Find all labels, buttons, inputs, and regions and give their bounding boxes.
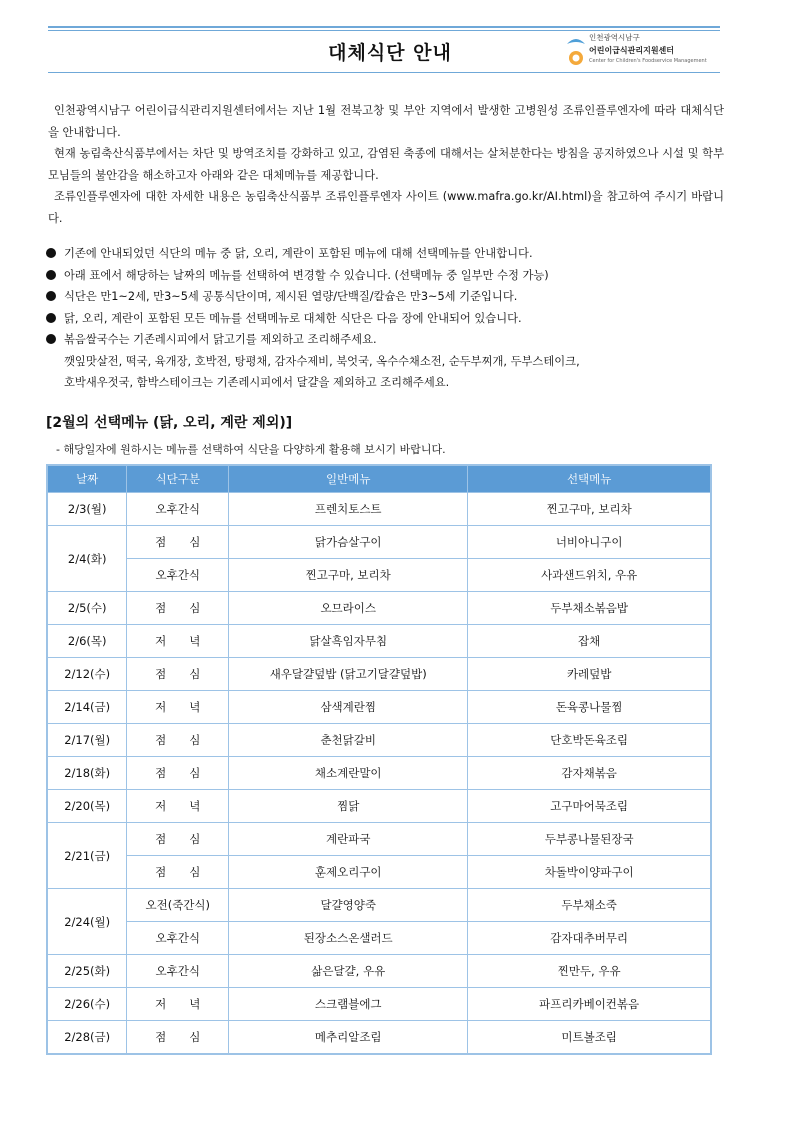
meal-type-cell: 저 녁 xyxy=(127,988,229,1021)
alt-menu-cell: 차돌박이양파구이 xyxy=(468,856,711,889)
meal-type-cell: 점 심 xyxy=(127,856,229,889)
meal-type-cell: 오후간식 xyxy=(127,955,229,988)
table-row xyxy=(47,790,711,823)
date-cell: 2/12(수) xyxy=(47,658,127,691)
column-header-date: 날짜 xyxy=(47,465,127,493)
bullet-continuation: 호박새우젓국, 함박스테이크는 기존레시피에서 달걀을 제외하고 조리해주세요. xyxy=(64,376,450,389)
date-cell: 2/4(화) xyxy=(47,526,127,592)
meal-type-cell: 오전(죽간식) xyxy=(127,889,229,922)
alt-menu-cell: 돈육콩나물찜 xyxy=(468,691,711,724)
normal-menu-cell: 새우달걀덮밥 (닭고기달걀덮밥) xyxy=(229,658,468,691)
date-cell: 2/21(금) xyxy=(47,823,127,889)
normal-menu-cell: 프렌치토스트 xyxy=(229,493,468,526)
meal-type-cell: 점 심 xyxy=(127,757,229,790)
table-header-row xyxy=(47,465,711,493)
table-row xyxy=(47,988,711,1021)
table-row xyxy=(47,955,711,988)
normal-menu-cell: 달걀영양죽 xyxy=(229,889,468,922)
date-cell: 2/6(목) xyxy=(47,625,127,658)
table-row xyxy=(47,625,711,658)
alt-menu-cell: 단호박돈육조림 xyxy=(468,724,711,757)
normal-menu-cell: 삼색계란찜 xyxy=(229,691,468,724)
bullet-item: 아래 표에서 해당하는 날짜의 메뉴를 선택하여 변경할 수 있습니다. (선택메뉴 중 일부만 수정 가능) xyxy=(46,265,736,287)
date-cell: 2/18(화) xyxy=(47,757,127,790)
logo-center-name: 어린이급식관리지원센터 xyxy=(589,46,675,55)
table-row xyxy=(47,526,711,559)
logo-english-name: Center for Children's Foodservice Management xyxy=(589,58,707,64)
date-cell: 2/26(수) xyxy=(47,988,127,1021)
bullet-item: 볶음쌀국수는 기존레시피에서 닭고기를 제외하고 조리해주세요. xyxy=(46,329,736,351)
bullet-item: 기존에 안내되었던 식단의 메뉴 중 닭, 오리, 계란이 포함된 메뉴에 대해 선택메뉴를 안내합니다. xyxy=(46,243,736,265)
logo-district: 인천광역시남구 xyxy=(589,33,640,42)
date-cell: 2/14(금) xyxy=(47,691,127,724)
normal-menu-cell: 오므라이스 xyxy=(229,592,468,625)
meal-type-cell: 점 심 xyxy=(127,592,229,625)
section-title: [2월의 선택메뉴 (닭, 오리, 계란 제외)] xyxy=(46,415,293,431)
center-logo xyxy=(565,32,715,70)
normal-menu-cell: 찐고구마, 보리차 xyxy=(229,559,468,592)
alt-menu-cell: 잡채 xyxy=(468,625,711,658)
table-row xyxy=(47,757,711,790)
normal-menu-cell: 계란파국 xyxy=(229,823,468,856)
column-header-alt-menu: 선택메뉴 xyxy=(468,465,711,493)
top-rule-inner xyxy=(48,30,720,31)
table-row xyxy=(47,559,711,592)
bullet-item: 식단은 만1~2세, 만3~5세 공통식단이며, 제시된 열량/단백질/칼슘은 만3~5세 기준입니다. xyxy=(46,286,736,308)
alt-menu-cell: 카레덮밥 xyxy=(468,658,711,691)
date-cell: 2/20(목) xyxy=(47,790,127,823)
table-row xyxy=(47,658,711,691)
bullet-item: 닭, 오리, 계란이 포함된 모든 메뉴를 선택메뉴로 대체한 식단은 다음 장에 안내되어 있습니다. xyxy=(46,308,736,330)
alt-menu-cell: 감자채볶음 xyxy=(468,757,711,790)
header-bottom-rule xyxy=(48,72,720,73)
intro-paragraph-2: 현재 농림축산식품부에서는 차단 및 방역조치를 강화하고 있고, 감염된 축종에 대해서는 살처분한다는 방침을 공지하였으나 시설 및 학부모님들의 불안감을 해소하고자 아래와 같은 대체메뉴를 제공합니다. xyxy=(48,147,724,182)
normal-menu-cell: 닭살흑임자무침 xyxy=(229,625,468,658)
top-rule xyxy=(48,26,720,28)
intro-paragraph-1: 인천광역시남구 어린이급식관리지원센터에서는 지난 1월 전북고창 및 부안 지역에서 발생한 고병원성 조류인플루엔자에 따라 대체식단을 안내합니다. xyxy=(48,104,724,139)
normal-menu-cell: 닭가슴살구이 xyxy=(229,526,468,559)
table-row xyxy=(47,856,711,889)
meal-type-cell: 점 심 xyxy=(127,658,229,691)
normal-menu-cell: 메추리알조림 xyxy=(229,1021,468,1055)
table-row xyxy=(47,592,711,625)
alt-menu-cell: 파프리카베이컨볶음 xyxy=(468,988,711,1021)
notice-bullets xyxy=(46,243,736,394)
alt-menu-cell: 너비아니구이 xyxy=(468,526,711,559)
column-header-normal-menu: 일반메뉴 xyxy=(229,465,468,493)
table-row xyxy=(47,691,711,724)
alternative-menu-table xyxy=(46,464,712,1055)
alt-menu-cell: 감자대추버무리 xyxy=(468,922,711,955)
normal-menu-cell: 찜닭 xyxy=(229,790,468,823)
date-cell: 2/5(수) xyxy=(47,592,127,625)
table-row xyxy=(47,823,711,856)
bullet-dot-icon xyxy=(46,291,56,301)
table-row xyxy=(47,922,711,955)
alt-menu-cell: 사과샌드위치, 우유 xyxy=(468,559,711,592)
alt-menu-cell: 찐고구마, 보리차 xyxy=(468,493,711,526)
normal-menu-cell: 된장소스온샐러드 xyxy=(229,922,468,955)
meal-type-cell: 오후간식 xyxy=(127,493,229,526)
normal-menu-cell: 춘천닭갈비 xyxy=(229,724,468,757)
section-note: - 해당일자에 원하시는 메뉴를 선택하여 식단을 다양하게 활용해 보시기 바랍니다. xyxy=(56,443,446,456)
intro-paragraph-3: 조류인플루엔자에 대한 자세한 내용은 농림축산식품부 조류인플루엔자 사이트 (www.mafra.go.kr/AI.html)을 참고하여 주시기 바랍니다. xyxy=(48,190,724,225)
meal-type-cell: 점 심 xyxy=(127,823,229,856)
alt-menu-cell: 두부콩나물된장국 xyxy=(468,823,711,856)
table-row xyxy=(47,493,711,526)
meal-type-cell: 오후간식 xyxy=(127,559,229,592)
alt-menu-cell: 찐만두, 우유 xyxy=(468,955,711,988)
date-cell: 2/25(화) xyxy=(47,955,127,988)
bullet-dot-icon xyxy=(46,334,56,344)
bullet-dot-icon xyxy=(46,248,56,258)
alt-menu-cell: 미트볼조림 xyxy=(468,1021,711,1055)
alt-menu-cell: 두부채소죽 xyxy=(468,889,711,922)
alt-menu-cell: 두부채소볶음밥 xyxy=(468,592,711,625)
meal-type-cell: 점 심 xyxy=(127,724,229,757)
bullet-dot-icon xyxy=(46,270,56,280)
intro-text xyxy=(48,100,724,229)
normal-menu-cell: 스크램블에그 xyxy=(229,988,468,1021)
bullet-continuation: 깻잎맛살전, 떡국, 육개장, 호박전, 탕평채, 감자수제비, 북엇국, 옥수수채소전, 순두부찌개, 두부스테이크, xyxy=(64,354,580,368)
column-header-meal-type: 식단구분 xyxy=(127,465,229,493)
normal-menu-cell: 채소계란말이 xyxy=(229,757,468,790)
table-row xyxy=(47,889,711,922)
alt-menu-cell: 고구마어묵조림 xyxy=(468,790,711,823)
normal-menu-cell: 훈제오리구이 xyxy=(229,856,468,889)
date-cell: 2/24(월) xyxy=(47,889,127,955)
table-row xyxy=(47,724,711,757)
meal-type-cell: 저 녁 xyxy=(127,625,229,658)
bullet-dot-icon xyxy=(46,313,56,323)
page-title: 대체식단 안내 xyxy=(328,42,452,64)
table-row xyxy=(47,1021,711,1055)
date-cell: 2/3(월) xyxy=(47,493,127,526)
meal-type-cell: 저 녁 xyxy=(127,691,229,724)
date-cell: 2/28(금) xyxy=(47,1021,127,1055)
date-cell: 2/17(월) xyxy=(47,724,127,757)
logo-emblem-icon xyxy=(565,34,587,68)
normal-menu-cell: 삶은달걀, 우유 xyxy=(229,955,468,988)
meal-type-cell: 오후간식 xyxy=(127,922,229,955)
meal-type-cell: 저 녁 xyxy=(127,790,229,823)
meal-type-cell: 점 심 xyxy=(127,526,229,559)
meal-type-cell: 점 심 xyxy=(127,1021,229,1055)
